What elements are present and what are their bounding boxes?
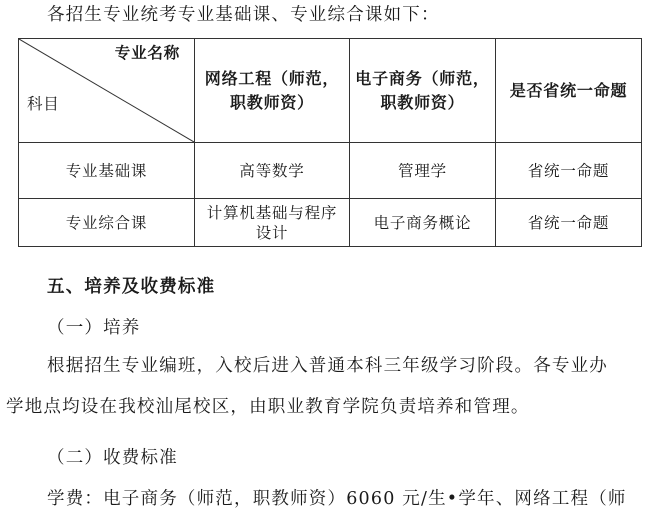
row-unified: 省统一命题 (496, 143, 642, 199)
table-row (19, 199, 642, 247)
table-row (19, 143, 642, 199)
row-network-course: 计算机基础与程序设计 (195, 199, 350, 247)
paragraph-line: 根据招生专业编班，入校后进入普通本科三年级学习阶段。各专业办 (47, 356, 608, 376)
subject-table (18, 38, 642, 247)
row-ecommerce-course: 电子商务概论 (350, 199, 496, 247)
subsection-fees: （二）收费标准 (47, 448, 178, 468)
paragraph-line: 学地点均设在我校汕尾校区，由职业教育学院负责培养和管理。 (6, 397, 530, 417)
table-header-row (19, 39, 642, 143)
row-subject: 专业基础课 (19, 143, 195, 199)
header-network-engineering: 网络工程（师范，职教师资） (195, 39, 350, 143)
header-unified-exam: 是否省统一命题 (496, 39, 642, 143)
header-e-commerce: 电子商务（师范，职教师资） (350, 39, 496, 143)
subsection-training: （一）培养 (47, 318, 141, 338)
diagonal-header-cell (19, 39, 195, 143)
row-ecommerce-course: 管理学 (350, 143, 496, 199)
fees-paragraph-line: 学费：电子商务（师范，职教师资）6060 元/生•学年、网络工程（师 (47, 489, 627, 509)
row-network-course: 高等数学 (195, 143, 350, 199)
intro-text: 各招生专业统考专业基础课、专业综合课如下： (47, 5, 440, 25)
row-unified: 省统一命题 (496, 199, 642, 247)
corner-subject-label: 科目 (27, 95, 60, 113)
corner-major-label: 专业名称 (114, 44, 180, 62)
row-subject: 专业综合课 (19, 199, 195, 247)
section-heading: 五、培养及收费标准 (47, 277, 216, 297)
